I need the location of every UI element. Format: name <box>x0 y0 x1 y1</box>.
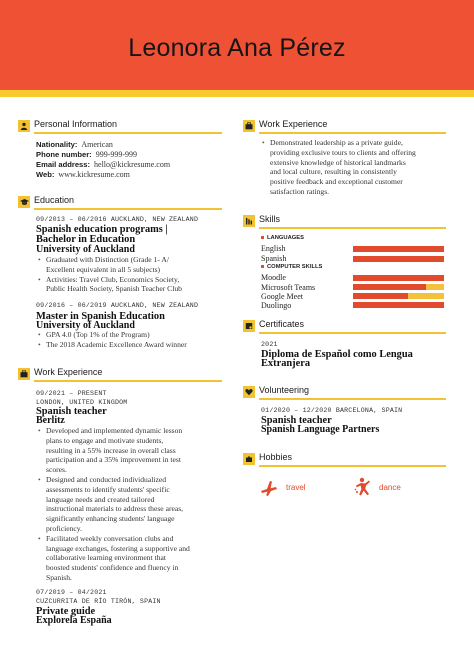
skill-bar-microsoft-teams <box>353 284 444 290</box>
skill-bar-english <box>353 246 444 252</box>
list-item: • The 2018 Academic Excellence Award winner <box>36 340 187 350</box>
list-item: • Demonstrated leadership as a private guide, providing exclusive tours to clients and offering extensive knowledge of historical landmarks and local culture, resulting in consistently positive feedback and exceptional customer satisfaction ratings. <box>260 138 416 197</box>
airplane-icon <box>259 478 279 503</box>
job-2-location: CUZCURRITA DE RÍO TIRÓN, SPAIN <box>36 598 161 605</box>
job-1-bullets <box>36 426 190 583</box>
certificate-title-cont: Extranjera <box>261 358 311 369</box>
job-2-dates: 07/2019 – 04/2021 <box>36 589 107 596</box>
dancer-icon <box>353 477 373 503</box>
certificate-icon <box>243 320 255 332</box>
education-2-meta: 09/2016 – 06/2019 AUCKLAND, NEW ZEALAND <box>36 302 199 309</box>
skill-name: Microsoft Teams <box>261 283 316 292</box>
volunteering-meta: 01/2020 – 12/2020 BARCELONA, SPAIN <box>261 407 403 414</box>
web-row: Web: www.kickresume.com <box>36 170 130 179</box>
heart-icon <box>243 386 255 398</box>
list-item: • Developed and implemented dynamic lesson plans to engage and motivate students, resulting in a 55% increase in overall class participation and a 35% improvement in test scores. <box>36 426 190 475</box>
page-footer <box>0 660 474 670</box>
job-1-title: Spanish teacher <box>36 406 107 417</box>
briefcase-icon <box>18 368 30 380</box>
list-item: • Designed and conducted individualized assessments to identify students' specific language needs and created tailored instructional materials to address these areas, significantly enhancing students' language proficiency. <box>36 475 190 534</box>
list-item: • Graduated with Distinction (Grade 1- A/ Excellent equivalent in all 5 subjects) <box>36 255 182 275</box>
hobby-label: travel <box>286 483 306 492</box>
job-2-company: Explorela España <box>36 615 112 626</box>
skill-bar-spanish <box>353 256 444 262</box>
certificate-title: Diploma de Español como Lengua <box>261 349 413 360</box>
skills-languages-label: LANGUAGES <box>261 235 304 241</box>
education-1-bullets <box>36 255 182 294</box>
certificate-year: 2021 <box>261 341 278 348</box>
section-work-experience: Work Experience <box>18 367 222 381</box>
skill-name: Spanish <box>261 254 287 263</box>
skill-name: Duolingo <box>261 301 292 310</box>
skill-name: English <box>261 244 286 253</box>
puzzle-icon <box>243 453 255 465</box>
job-1-dates: 09/2021 – PRESENT <box>36 390 107 397</box>
section-personal-information: Personal Information <box>18 119 222 133</box>
section-hobbies: Hobbies <box>243 452 446 466</box>
nationality-row: Nationality: American <box>36 140 113 149</box>
skill-name: Google Meet <box>261 292 303 301</box>
education-1-title: Spanish education programs | <box>36 224 168 235</box>
phone-row: Phone number: 999-999-999 <box>36 150 138 159</box>
education-2-bullets <box>36 330 187 350</box>
section-work-experience-continued: Work Experience <box>243 119 446 133</box>
education-1-meta: 09/2013 – 06/2016 AUCKLAND, NEW ZEALAND <box>36 216 199 223</box>
list-item: • GPA 4.0 (Top 1% of the Program) <box>36 330 187 340</box>
section-volunteering: Volunteering <box>243 385 446 399</box>
skills-computer-label: COMPUTER SKILLS <box>261 264 322 270</box>
person-icon <box>18 120 30 132</box>
header-banner <box>0 0 474 90</box>
section-education: Education <box>18 195 222 209</box>
job-1-company: Berlitz <box>36 415 65 426</box>
header-stripe <box>0 90 474 97</box>
list-item: • Activities: Travel Club, Economics Society, Public Health Society, Spanish Teacher Club <box>36 275 182 295</box>
list-item: • Facilitated weekly conversation clubs and language exchanges, fostering a supportive and collaborative learning environment that boosted students' confidence and fluency in Spanish. <box>36 534 190 583</box>
job-2-bullets <box>260 138 416 197</box>
volunteering-organization: Spanish Language Partners <box>261 424 380 435</box>
tools-icon <box>243 215 255 227</box>
email-row: Email address: hello@kickresume.com <box>36 160 171 169</box>
section-skills: Skills <box>243 214 446 228</box>
skill-bar-duolingo <box>353 302 444 308</box>
education-1-institution: University of Auckland <box>36 244 135 255</box>
hobby-label: dance <box>379 483 401 492</box>
job-2-title: Private guide <box>36 606 96 617</box>
job-1-location: LONDON, UNITED KINGDOM <box>36 399 128 406</box>
section-certificates: Certificates <box>243 319 446 333</box>
education-2-institution: University of Auckland <box>36 320 135 331</box>
briefcase-icon <box>243 120 255 132</box>
volunteering-title: Spanish teacher <box>261 415 332 426</box>
graduation-cap-icon <box>18 196 30 208</box>
candidate-name: Leonora Ana Pérez <box>128 34 346 62</box>
education-1-degree: Bachelor in Education <box>36 234 136 245</box>
education-2-title: Master in Spanish Education <box>36 311 165 322</box>
skill-name: Moodle <box>261 273 286 282</box>
skill-bar-google-meet <box>353 293 444 299</box>
skill-bar-moodle <box>353 275 444 281</box>
